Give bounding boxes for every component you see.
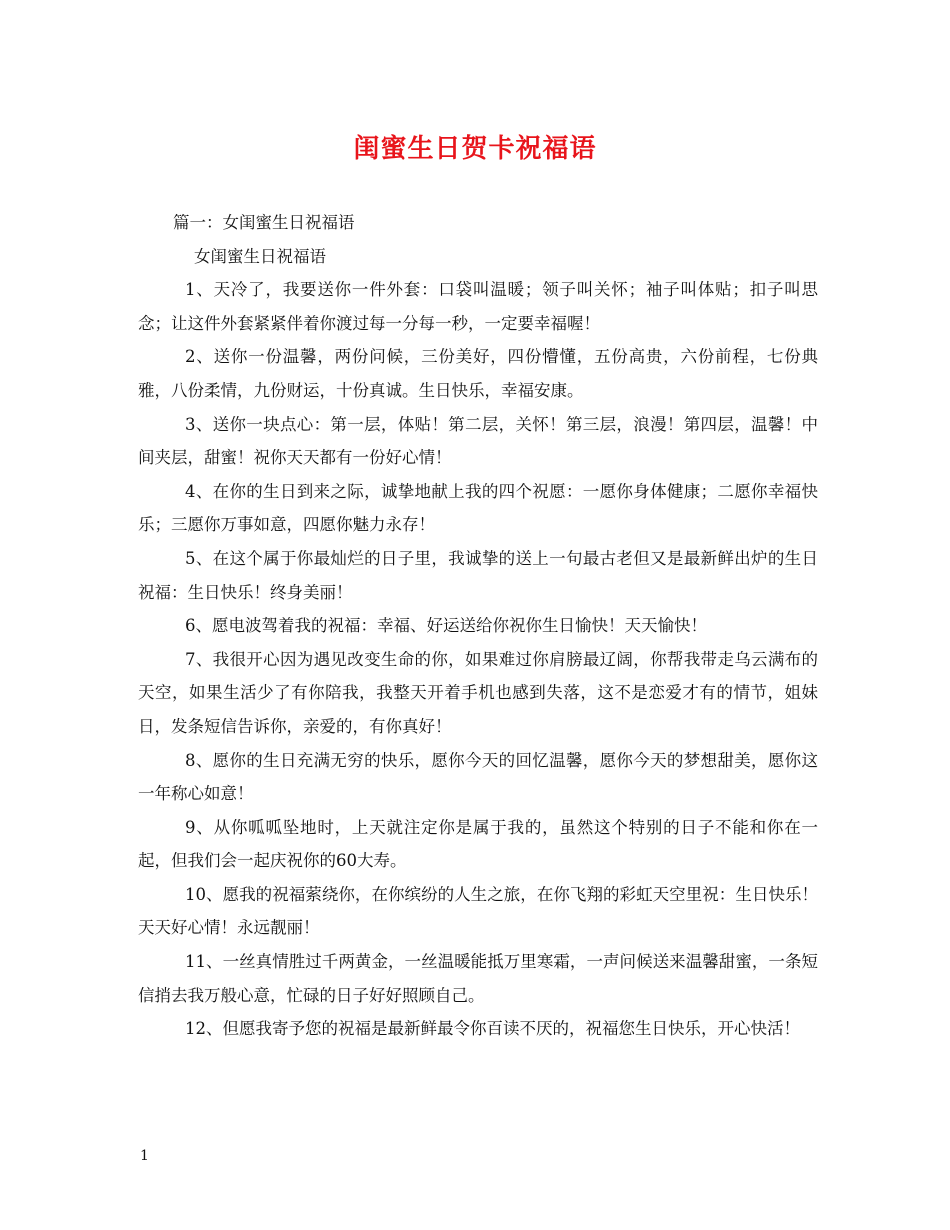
blessing-item-9: 9、从你呱呱坠地时，上天就注定你是属于我的，虽然这个特别的日子不能和你在一起，但我们会一起庆祝你的60大寿。 [138,817,818,871]
blessing-item-5: 5、在这个属于你最灿烂的日子里，我诚挚的送上一句最古老但又是最新鲜出炉的生日祝福：生日快乐！终身美丽！ [138,548,818,602]
blessing-item-4: 4、在你的生日到来之际，诚挚地献上我的四个祝愿：一愿你身体健康；二愿你幸福快乐；三愿你万事如意，四愿你魅力永存！ [138,481,818,535]
blessing-item-10: 10、愿我的祝福萦绕你，在你缤纷的人生之旅，在你飞翔的彩虹天空里祝：生日快乐！天天好心情！永远靓丽！ [138,884,818,938]
blessing-item-2: 2、送你一份温馨，两份问候，三份美好，四份懵懂，五份高贵，六份前程，七份典雅，八份柔情，九份财运，十份真诚。生日快乐，幸福安康。 [138,347,818,400]
subheading: 女闺蜜生日祝福语 [194,246,326,266]
blessing-item-8: 8、愿你的生日充满无穷的快乐，愿你今天的回忆温馨，愿你今天的梦想甜美，愿你这一年称心如意！ [138,750,818,804]
blessing-item-1: 1、天冷了，我要送你一件外套：口袋叫温暖；领子叫关怀；袖子叫体贴；扣子叫思念；让这件外套紧紧伴着你渡过每一分每一秒，一定要幸福喔！ [138,280,818,333]
blessing-item-3: 3、送你一块点心：第一层，体贴！第二层，关怀！第三层，浪漫！第四层，温馨！中间夹层，甜蜜！祝你天天都有一份好心情！ [138,414,818,468]
document-body [138,206,818,1046]
blessing-item-12: 12、但愿我寄予您的祝福是最新鲜最令你百读不厌的，祝福您生日快乐，开心快活！ [185,1019,800,1039]
page-number: 1 [140,1148,149,1164]
blessing-item-7: 7、我很开心因为遇见改变生命的你，如果难过你肩膀最辽阔，你帮我带走乌云满布的天空，如果生活少了有你陪我，我整天开着手机也感到失落，这不是恋爱才有的情节，姐妹日，发条短信告诉你，亲爱的，有你真好！ [138,649,818,736]
blessing-item-11: 11、一丝真情胜过千两黄金，一丝温暖能抵万里寒霜，一声问候送来温馨甜蜜，一条短信捎去我万般心意，忙碌的日子好好照顾自己。 [138,952,818,1005]
section-heading: 篇一：女闺蜜生日祝福语 [173,213,355,232]
page-title: 闺蜜生日贺卡祝福语 [353,134,597,164]
blessing-item-6: 6、愿电波驾着我的祝福：幸福、好运送给你祝你生日愉快！天天愉快！ [185,616,707,636]
